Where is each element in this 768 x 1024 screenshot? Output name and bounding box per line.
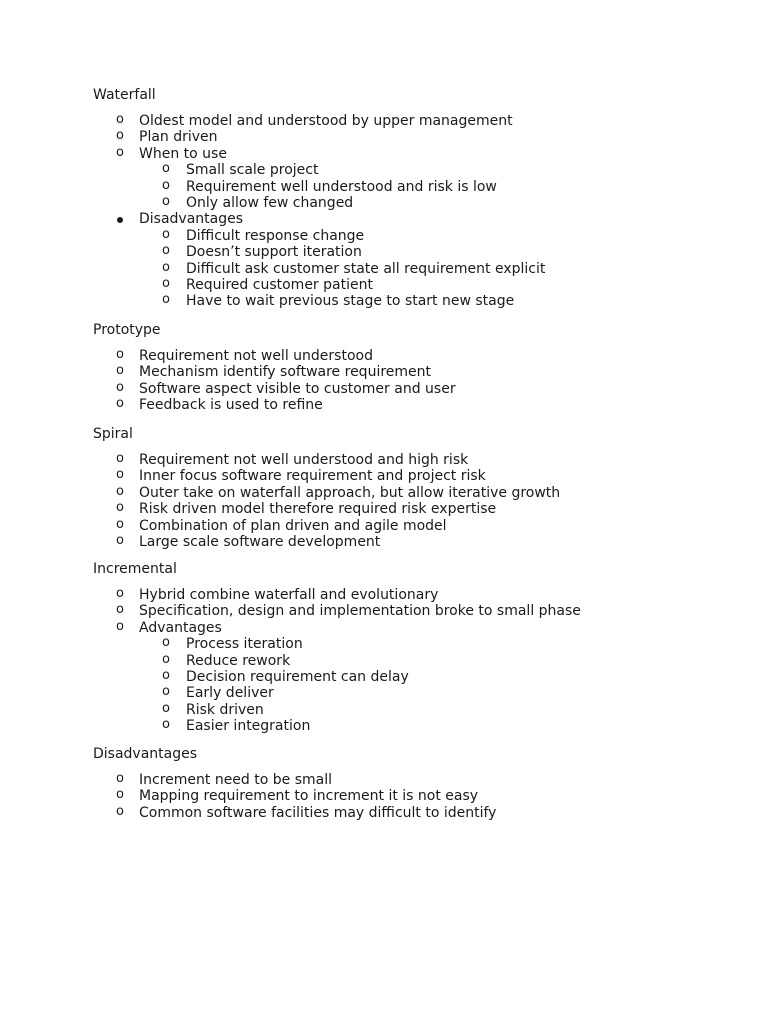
bullet-circle-icon: o bbox=[116, 379, 124, 395]
list-item: Have to wait previous stage to start new stage bbox=[186, 293, 515, 310]
list-item: Reduce rework bbox=[186, 652, 291, 669]
bullet-circle-icon: o bbox=[162, 194, 170, 209]
section-heading: Disadvantages bbox=[93, 746, 198, 762]
list-item: Small scale project bbox=[186, 162, 319, 179]
list-item: Large scale software development bbox=[139, 534, 381, 550]
section-heading: Waterfall bbox=[93, 87, 156, 103]
bullet-circle-icon: o bbox=[116, 363, 124, 379]
list-item: Decision requirement can delay bbox=[186, 669, 409, 685]
list-item: Outer take on waterfall approach, but allow iterative growth bbox=[139, 484, 561, 501]
list-item: Inner focus software requirement and project risk bbox=[139, 468, 486, 485]
list-item: Difficult response change bbox=[186, 227, 365, 244]
bullet-circle-icon: o bbox=[116, 618, 124, 634]
bullet-circle-icon: o bbox=[116, 586, 124, 601]
list-item: Required customer patient bbox=[186, 277, 373, 293]
bullet-circle-icon: o bbox=[116, 771, 124, 786]
bullet-disc-icon bbox=[117, 217, 123, 223]
list-item: Requirement well understood and risk is low bbox=[186, 178, 497, 195]
list-item: Early deliver bbox=[186, 685, 274, 702]
bullet-circle-icon: o bbox=[116, 396, 124, 412]
bullet-circle-icon: o bbox=[162, 276, 170, 291]
bullet-circle-icon: o bbox=[116, 516, 124, 532]
bullet-circle-icon: o bbox=[162, 717, 170, 733]
bullet-circle-icon: o bbox=[116, 483, 124, 499]
bullet-circle-icon: o bbox=[116, 451, 124, 466]
bullet-circle-icon: o bbox=[116, 803, 124, 819]
list-item: Software aspect visible to customer and user bbox=[139, 380, 456, 397]
bullet-circle-icon: o bbox=[162, 292, 170, 308]
list-item: Doesn’t support iteration bbox=[186, 244, 362, 261]
list-item: Plan driven bbox=[139, 129, 218, 146]
list-item: When to use bbox=[139, 145, 227, 162]
list-item: Oldest model and understood by upper management bbox=[139, 113, 513, 129]
bullet-circle-icon: o bbox=[162, 700, 170, 716]
list-item: Difficult ask customer state all requirement explicit bbox=[186, 260, 546, 277]
bullet-circle-icon: o bbox=[162, 259, 170, 275]
bullet-circle-icon: o bbox=[116, 602, 124, 618]
bullet-circle-icon: o bbox=[162, 161, 170, 177]
list-item: Process iteration bbox=[186, 636, 303, 653]
bullet-circle-icon: o bbox=[162, 684, 170, 700]
list-item: Requirement not well understood bbox=[139, 348, 373, 364]
list-item: Mapping requirement to increment it is not easy bbox=[139, 788, 479, 805]
bullet-circle-icon: o bbox=[116, 128, 124, 144]
bullet-circle-icon: o bbox=[162, 635, 170, 651]
list-item: Easier integration bbox=[186, 718, 311, 735]
bullet-circle-icon: o bbox=[116, 112, 124, 127]
bullet-circle-icon: o bbox=[162, 668, 170, 683]
list-item: Increment need to be small bbox=[139, 772, 333, 788]
section-heading: Prototype bbox=[93, 322, 161, 338]
bullet-circle-icon: o bbox=[162, 243, 170, 259]
list-item: Requirement not well understood and high risk bbox=[139, 452, 469, 468]
list-item: Combination of plan driven and agile model bbox=[139, 517, 447, 534]
list-item: Common software facilities may difficult to identify bbox=[139, 804, 497, 821]
bullet-circle-icon: o bbox=[116, 144, 124, 160]
list-item: Advantages bbox=[139, 619, 222, 636]
list-item: Specification, design and implementation broke to small phase bbox=[139, 603, 581, 620]
section-heading: Incremental bbox=[93, 561, 177, 577]
bullet-circle-icon: o bbox=[162, 226, 170, 242]
bullet-circle-icon: o bbox=[116, 347, 124, 362]
list-item: Disadvantages bbox=[139, 211, 244, 228]
list-item: Risk driven bbox=[186, 701, 264, 718]
list-item: Feedback is used to refine bbox=[139, 397, 323, 414]
list-item: Mechanism identify software requirement bbox=[139, 364, 432, 381]
section-heading: Spiral bbox=[93, 426, 133, 442]
bullet-circle-icon: o bbox=[116, 787, 124, 803]
list-item: Only allow few changed bbox=[186, 195, 354, 211]
bullet-circle-icon: o bbox=[116, 500, 124, 516]
list-item: Risk driven model therefore required risk expertise bbox=[139, 501, 497, 518]
bullet-circle-icon: o bbox=[116, 467, 124, 483]
bullet-circle-icon: o bbox=[116, 533, 124, 548]
bullet-circle-icon: o bbox=[162, 177, 170, 193]
list-item: Hybrid combine waterfall and evolutionary bbox=[139, 587, 439, 603]
bullet-circle-icon: o bbox=[162, 651, 170, 667]
